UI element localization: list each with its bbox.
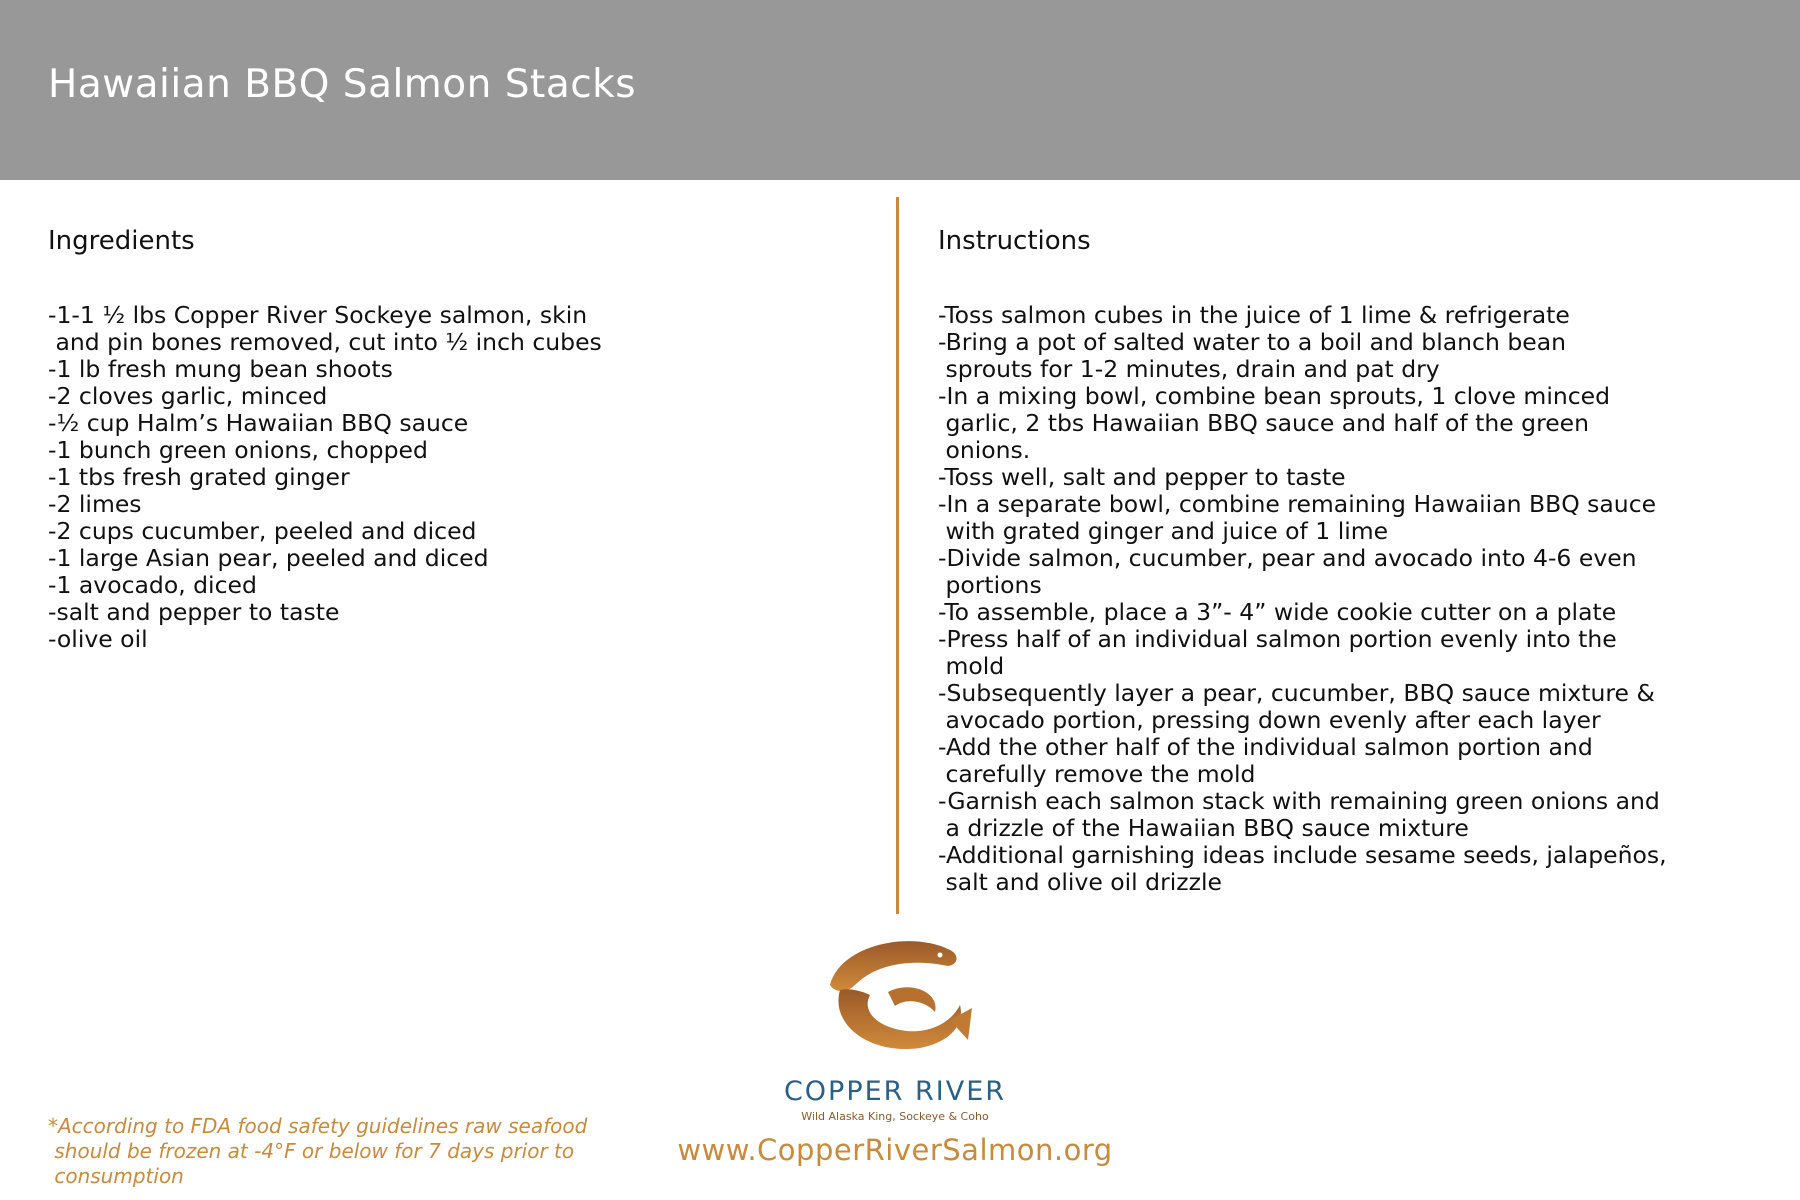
instruction-line: -In a separate bowl, combine remaining Hawaiian BBQ sauce [938,490,1657,518]
instruction-line: -To assemble, place a 3”- 4” wide cookie cutter on a plate [938,598,1617,626]
ingredient-line: -olive oil [48,625,148,653]
instruction-line: -In a mixing bowl, combine bean sprouts, 1 clove minced [938,382,1611,410]
brand-tagline: Wild Alaska King, Sockeye & Coho [801,1110,989,1123]
ingredient-line: -2 limes [48,490,142,518]
instruction-line: mold [938,652,1005,680]
ingredient-line: -1 avocado, diced [48,571,257,599]
footnote-line: consumption [48,1164,184,1188]
instruction-line: with grated ginger and juice of 1 lime [938,517,1389,545]
instructions-list [938,302,1667,896]
ingredient-line: -½ cup Halm’s Hawaiian BBQ sauce [48,409,469,437]
ingredient-line: -1-1 ½ lbs Copper River Sockeye salmon, skin [48,301,588,329]
page-title: Hawaiian BBQ Salmon Stacks [48,62,637,107]
instruction-line: -Bring a pot of salted water to a boil and blanch bean [938,328,1566,356]
ingredient-line: -2 cloves garlic, minced [48,382,328,410]
instruction-line: garlic, 2 tbs Hawaiian BBQ sauce and half of the green [938,409,1590,437]
instruction-line: avocado portion, pressing down evenly after each layer [938,706,1601,734]
ingredient-line: -1 large Asian pear, peeled and diced [48,544,489,572]
ingredient-line: -2 cups cucumber, peeled and diced [48,517,477,545]
ingredients-list [48,302,602,653]
footnote-line: should be frozen at -4°F or below for 7 days prior to [48,1139,575,1163]
instruction-line: portions [938,571,1042,599]
column-divider [896,197,899,914]
instruction-line: -Subsequently layer a pear, cucumber, BBQ sauce mixture & [938,679,1655,707]
ingredient-line: -1 lb fresh mung bean shoots [48,355,393,383]
instruction-line: -Press half of an individual salmon portion evenly into the [938,625,1617,653]
ingredients-heading: Ingredients [48,226,195,256]
footnote-line: *According to FDA food safety guidelines raw seafood [48,1114,588,1138]
header-bar [0,0,1800,180]
instruction-line: -Toss well, salt and pepper to taste [938,463,1346,491]
instruction-line: onions. [938,436,1031,464]
instructions-heading: Instructions [938,226,1091,256]
instruction-line: a drizzle of the Hawaiian BBQ sauce mixture [938,814,1469,842]
instruction-line: -Garnish each salmon stack with remaining green onions and [938,787,1660,815]
food-safety-footnote [48,1114,587,1189]
instruction-line: -Divide salmon, cucumber, pear and avocado into 4-6 even [938,544,1637,572]
instruction-line: -Additional garnishing ideas include sesame seeds, jalapeños, [938,841,1667,869]
website-link[interactable]: www.CopperRiverSalmon.org [677,1133,1113,1167]
ingredient-line: -salt and pepper to taste [48,598,340,626]
instruction-line: -Toss salmon cubes in the juice of 1 lime & refrigerate [938,301,1570,329]
ingredient-line: and pin bones removed, cut into ½ inch cubes [48,328,602,356]
instruction-line: -Add the other half of the individual salmon portion and [938,733,1593,761]
salmon-logo-icon [800,930,990,1060]
instruction-line: carefully remove the mold [938,760,1256,788]
ingredient-line: -1 bunch green onions, chopped [48,436,428,464]
brand-name: COPPER RIVER [783,1076,1007,1107]
instruction-line: sprouts for 1-2 minutes, drain and pat dry [938,355,1440,383]
instruction-line: salt and olive oil drizzle [938,868,1222,896]
ingredient-line: -1 tbs fresh grated ginger [48,463,350,491]
